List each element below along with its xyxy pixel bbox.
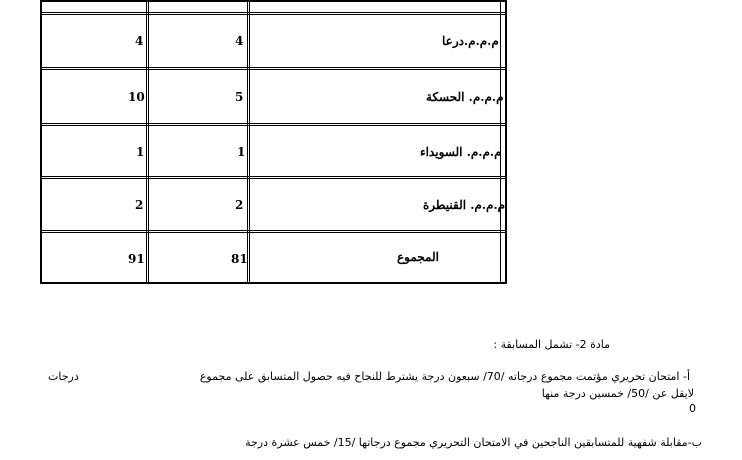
article-heading: مادة 2- تشمل المسابقة : [493,338,610,351]
results-table [40,0,507,284]
table-cell-value: 1 [237,145,246,159]
row-divider [42,67,505,68]
table-total-value: 91 [128,252,145,266]
column-divider [500,2,501,282]
table-cell-value: 4 [235,34,244,48]
column-divider [148,2,149,282]
table-cell-name: م.م.م.درعا [442,34,499,48]
table-cell-value: 2 [135,198,144,212]
table-cell-value: 4 [135,34,144,48]
table-cell-value: 1 [136,145,145,159]
column-divider [247,2,248,282]
table-cell-name: م.م.م. القنيطرة [423,198,506,212]
table-total-value: 81 [231,252,248,266]
table-total-label: المجموع [397,250,439,264]
column-divider [249,2,250,282]
row-divider [42,14,505,15]
row-divider [42,176,505,177]
table-cell-value: 5 [235,90,244,104]
row-divider [42,178,505,179]
row-divider [42,232,505,233]
row-divider [42,230,505,231]
row-divider [42,69,505,70]
column-divider [146,2,147,282]
item-a-word: درجات [48,370,79,383]
table-cell-name: م.م.م. السويداء [420,145,502,159]
item-a-line2: لايقل عن /50/ خمسين درجة منها [541,387,694,400]
item-a-line1: أ- امتحان تحريري مؤتمت مجموع درجاته /70/ سبعون درجة يشترط للنجاح فيه حصول المتسابق على مجموع [199,370,690,383]
item-a-zero: 0 [689,402,696,415]
table-cell-value: 10 [128,90,145,104]
item-b: ب-مقابلة شفهية للمتسابقين الناجحين في الامتحان التحريري مجموع درجاتها /15/ خمس عشرة درجة [245,436,702,449]
row-divider [42,123,505,124]
table-cell-name: م.م.م. الحسكة [426,90,504,104]
row-divider [42,12,505,13]
table-cell-value: 2 [235,198,244,212]
row-divider [42,125,505,126]
